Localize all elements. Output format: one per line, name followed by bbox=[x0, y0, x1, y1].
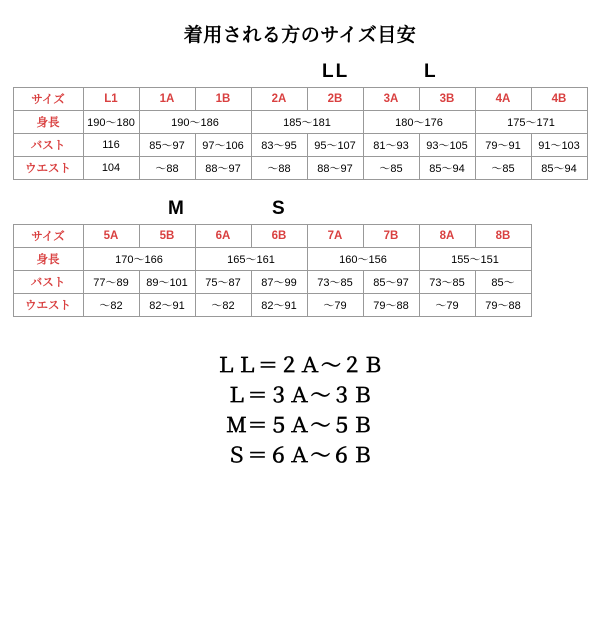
column-header-2a: 2A bbox=[251, 88, 307, 111]
table-cell: 85〜94 bbox=[419, 157, 475, 180]
row-label: バスト bbox=[13, 134, 83, 157]
table-cell: 73〜85 bbox=[307, 271, 363, 294]
table-cell: 85〜 bbox=[475, 271, 531, 294]
table-cell: 190〜180 bbox=[83, 111, 139, 134]
column-header-4a: 4A bbox=[475, 88, 531, 111]
table-cell: 93〜105 bbox=[419, 134, 475, 157]
table-cell: 〜79 bbox=[307, 294, 363, 317]
table-cell: 91〜103 bbox=[531, 134, 587, 157]
table-header-row bbox=[13, 88, 587, 111]
table-cell: 83〜95 bbox=[251, 134, 307, 157]
legend-line: Ｌ＝３Ａ〜３Ｂ bbox=[226, 385, 374, 407]
column-header-size: サイズ bbox=[13, 88, 83, 111]
column-header-5b: 5B bbox=[139, 225, 195, 248]
size-marker-l: L bbox=[424, 61, 438, 82]
size-table-top bbox=[13, 87, 588, 180]
table-cell: 88〜97 bbox=[195, 157, 251, 180]
table-cell: 87〜99 bbox=[251, 271, 307, 294]
table-cell: 180〜176 bbox=[363, 111, 475, 134]
size-marker-s: S bbox=[272, 198, 287, 219]
table-cell: 75〜87 bbox=[195, 271, 251, 294]
page-title: 着用される方のサイズ目安 bbox=[183, 25, 417, 46]
table-cell: 82〜91 bbox=[139, 294, 195, 317]
row-label: 身長 bbox=[13, 111, 83, 134]
table-cell: 79〜88 bbox=[363, 294, 419, 317]
column-header-1a: 1A bbox=[139, 88, 195, 111]
table-cell: 〜82 bbox=[195, 294, 251, 317]
table-cell: 77〜89 bbox=[83, 271, 139, 294]
table-row bbox=[13, 248, 587, 271]
table-row bbox=[13, 271, 587, 294]
table-cell: 82〜91 bbox=[251, 294, 307, 317]
table-cell: 155〜151 bbox=[419, 248, 531, 271]
table-row bbox=[13, 134, 587, 157]
table-row bbox=[13, 294, 587, 317]
column-header-l1: L1 bbox=[83, 88, 139, 111]
column-header-1b: 1B bbox=[195, 88, 251, 111]
table-cell: 〜85 bbox=[363, 157, 419, 180]
table-cell: 〜79 bbox=[419, 294, 475, 317]
table-cell: 79〜88 bbox=[475, 294, 531, 317]
column-header-3a: 3A bbox=[363, 88, 419, 111]
column-header-3b: 3B bbox=[419, 88, 475, 111]
row-label: ウエスト bbox=[13, 294, 83, 317]
table-cell: 88〜97 bbox=[307, 157, 363, 180]
legend-line: Ｓ＝６Ａ〜６Ｂ bbox=[226, 445, 374, 467]
table-cell: 〜85 bbox=[475, 157, 531, 180]
table-cell: 〜82 bbox=[83, 294, 139, 317]
table-cell: 85〜97 bbox=[363, 271, 419, 294]
column-header-7b: 7B bbox=[363, 225, 419, 248]
table-cell: 104 bbox=[83, 157, 139, 180]
table-cell: 〜88 bbox=[139, 157, 195, 180]
row-label: ウエスト bbox=[13, 157, 83, 180]
column-header-5a: 5A bbox=[83, 225, 139, 248]
column-header-6a: 6A bbox=[195, 225, 251, 248]
spacer-cell bbox=[531, 248, 587, 271]
table-cell: 79〜91 bbox=[475, 134, 531, 157]
table-cell: 85〜94 bbox=[531, 157, 587, 180]
legend-line: Ｍ＝５Ａ〜５Ｂ bbox=[226, 415, 374, 437]
spacer-cell bbox=[531, 225, 587, 248]
size-markers-top bbox=[0, 61, 600, 87]
table-cell: 73〜85 bbox=[419, 271, 475, 294]
table-cell: 89〜101 bbox=[139, 271, 195, 294]
size-legend bbox=[0, 351, 600, 471]
spacer-cell bbox=[531, 271, 587, 294]
table-cell: 175〜171 bbox=[475, 111, 587, 134]
table-row bbox=[13, 111, 587, 134]
column-header-8b: 8B bbox=[475, 225, 531, 248]
column-header-size: サイズ bbox=[13, 225, 83, 248]
table-cell: 160〜156 bbox=[307, 248, 419, 271]
table-cell: 97〜106 bbox=[195, 134, 251, 157]
column-header-8a: 8A bbox=[419, 225, 475, 248]
size-guide-page bbox=[0, 20, 600, 620]
column-header-6b: 6B bbox=[251, 225, 307, 248]
column-header-2b: 2B bbox=[307, 88, 363, 111]
table-cell: 190〜186 bbox=[139, 111, 251, 134]
table-cell: 165〜161 bbox=[195, 248, 307, 271]
table-cell: 185〜181 bbox=[251, 111, 363, 134]
size-marker-m: M bbox=[168, 198, 186, 219]
legend-line: ＬＬ＝２Ａ〜２Ｂ bbox=[216, 355, 384, 377]
table-cell: 170〜166 bbox=[83, 248, 195, 271]
row-label: バスト bbox=[13, 271, 83, 294]
row-label: 身長 bbox=[13, 248, 83, 271]
table-header-row bbox=[13, 225, 587, 248]
column-header-7a: 7A bbox=[307, 225, 363, 248]
table-cell: 〜88 bbox=[251, 157, 307, 180]
table-cell: 81〜93 bbox=[363, 134, 419, 157]
spacer-cell bbox=[531, 294, 587, 317]
size-marker-ll: LL bbox=[322, 61, 350, 82]
table-row bbox=[13, 157, 587, 180]
table-cell: 85〜97 bbox=[139, 134, 195, 157]
size-table-bottom bbox=[13, 224, 588, 317]
column-header-4b: 4B bbox=[531, 88, 587, 111]
table-cell: 95〜107 bbox=[307, 134, 363, 157]
table-cell: 116 bbox=[83, 134, 139, 157]
size-markers-bottom bbox=[0, 198, 600, 224]
